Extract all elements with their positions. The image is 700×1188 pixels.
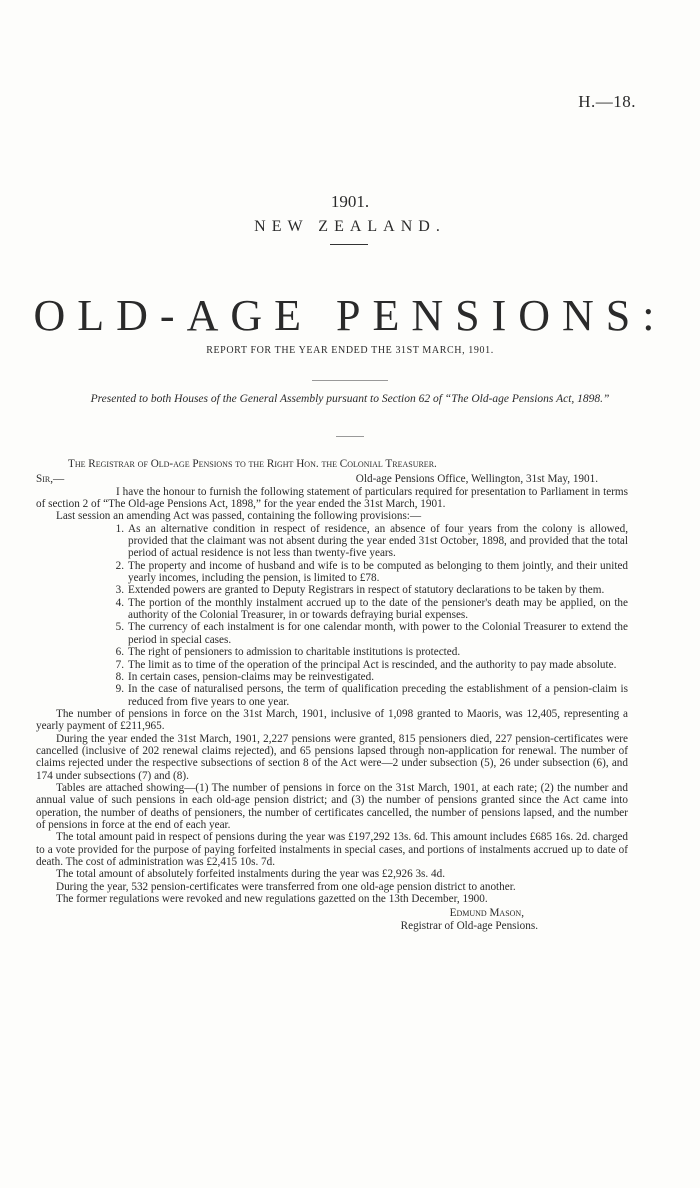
divider (330, 244, 368, 245)
signatory-name: Edmund Mason, (449, 907, 524, 920)
country-heading: NEW ZEALAND. (254, 218, 446, 235)
divider (336, 436, 364, 437)
report-subtitle: REPORT FOR THE YEAR ENDED THE 31ST MARCH, 1901. (206, 345, 494, 356)
report-year: 1901. (330, 192, 370, 211)
letter-addressee: The Registrar of Old-age Pensions to the Right Hon. the Colonial Treasurer. (68, 458, 437, 470)
salutation-line (36, 473, 628, 485)
list-item: 6. The right of pensioners to admission to charitable institutions is protected. (115, 646, 461, 659)
main-title: OLD-AGE PENSIONS: (33, 291, 667, 340)
paragraph: The total amount paid in respect of pensions during the year was £197,292 13s. 6d. This amount includes £685 16s. 2d. charged to a vote provided for the purpose of paying forfeited instalments in special cases, and portions of instalments accrued up to date of death. The cost of administration was £2,415 10s. 7d. (36, 831, 628, 868)
list-item: 4. The portion of the monthly instalment accrued up to the date of the pensioner's death may be applied, on the authority of the Colonial Treasurer, in or towards defraying burial expenses. (115, 596, 628, 622)
paragraph: During the year, 532 pension-certificates were transferred from one old-age pension district to another. (56, 880, 516, 893)
letter-body (36, 458, 628, 932)
list-item: 5. The currency of each instalment is for one calendar month, with power to the Colonial Treasurer to extend the period in special cases. (115, 621, 628, 646)
provisions-list (36, 523, 628, 708)
list-item: 1. As an alternative condition in respect of residence, an absence of four years from the colony is allowed, provided that the claimant was not absent during the year ended 31st October, 1898, and provided that the total period of actual residence is not less than twenty-five years. (115, 522, 628, 560)
divider (312, 380, 388, 381)
signature-block (36, 907, 628, 932)
paragraph: The total amount of absolutely forfeited instalments during the year was £2,926 3s. 4d. (56, 868, 445, 881)
paragraph: During the year ended the 31st March, 1901, 2,227 pensions were granted, 815 pensioners died, 227 pension-certificates were cancelled (inclusive of 202 renewal claims rejected), and 65 pensions lapsed through non-application for renewal. The number of claims rejected under the respective subsections of section 8 of the Act were—2 under subsection (5), 26 under subsection (6), and 174 under subsections (7) and (8). (36, 732, 628, 782)
paragraph: I have the honour to furnish the following statement of particulars required for presentation to Parliament in terms of section 2 of “The Old-age Pensions Act, 1898,” for the year ended the 31st March, 1901. (36, 485, 628, 511)
paragraph: Last session an amending Act was passed, containing the following provisions:— (56, 510, 422, 523)
presented-note: Presented to both Houses of the General Assembly pursuant to Section 62 of “The Old-age Pensions Act, 1898.” (90, 393, 610, 405)
page-code: H.—18. (578, 92, 636, 111)
list-item: 7. The limit as to time of the operation of the principal Act is rescinded, and the authority to pay made absolute. (115, 658, 617, 671)
salutation: Sir,— (36, 473, 65, 486)
office-date: Old-age Pensions Office, Wellington, 31st May, 1901. (355, 473, 598, 486)
signatory-role: Registrar of Old-age Pensions. (400, 919, 538, 932)
paragraph: The former regulations were revoked and new regulations gazetted on the 13th December, 1900. (56, 893, 488, 906)
list-item: 2. The property and income of husband and wife is to be computed as belonging to them jointly, and their united yearly incomes, including the pension, is limited to £78. (115, 559, 628, 585)
list-item: 8. In certain cases, pension-claims may be reinvestigated. (115, 670, 375, 683)
list-item: 3. Extended powers are granted to Deputy Registrars in respect of statutory declarations to be taken by them. (115, 584, 605, 597)
paragraph: Tables are attached showing—(1) The number of pensions in force on the 31st March, 1901, at each rate; (2) the number and annual value of such pensions in each old-age pension district; and (3) the number of pensions granted since the Act came into operation, the number of deaths of pensioners, the number of certificates cancelled, the number of pensions lapsed, and the number of pensions in force at the end of each year. (36, 781, 628, 831)
paragraph: The number of pensions in force on the 31st March, 1901, inclusive of 1,098 granted to Maoris, was 12,405, representing a yearly payment of £211,965. (36, 707, 628, 733)
list-item: 9. In the case of naturalised persons, the term of qualification preceding the establishment of a pension-claim is reduced from five years to one year. (115, 683, 628, 708)
